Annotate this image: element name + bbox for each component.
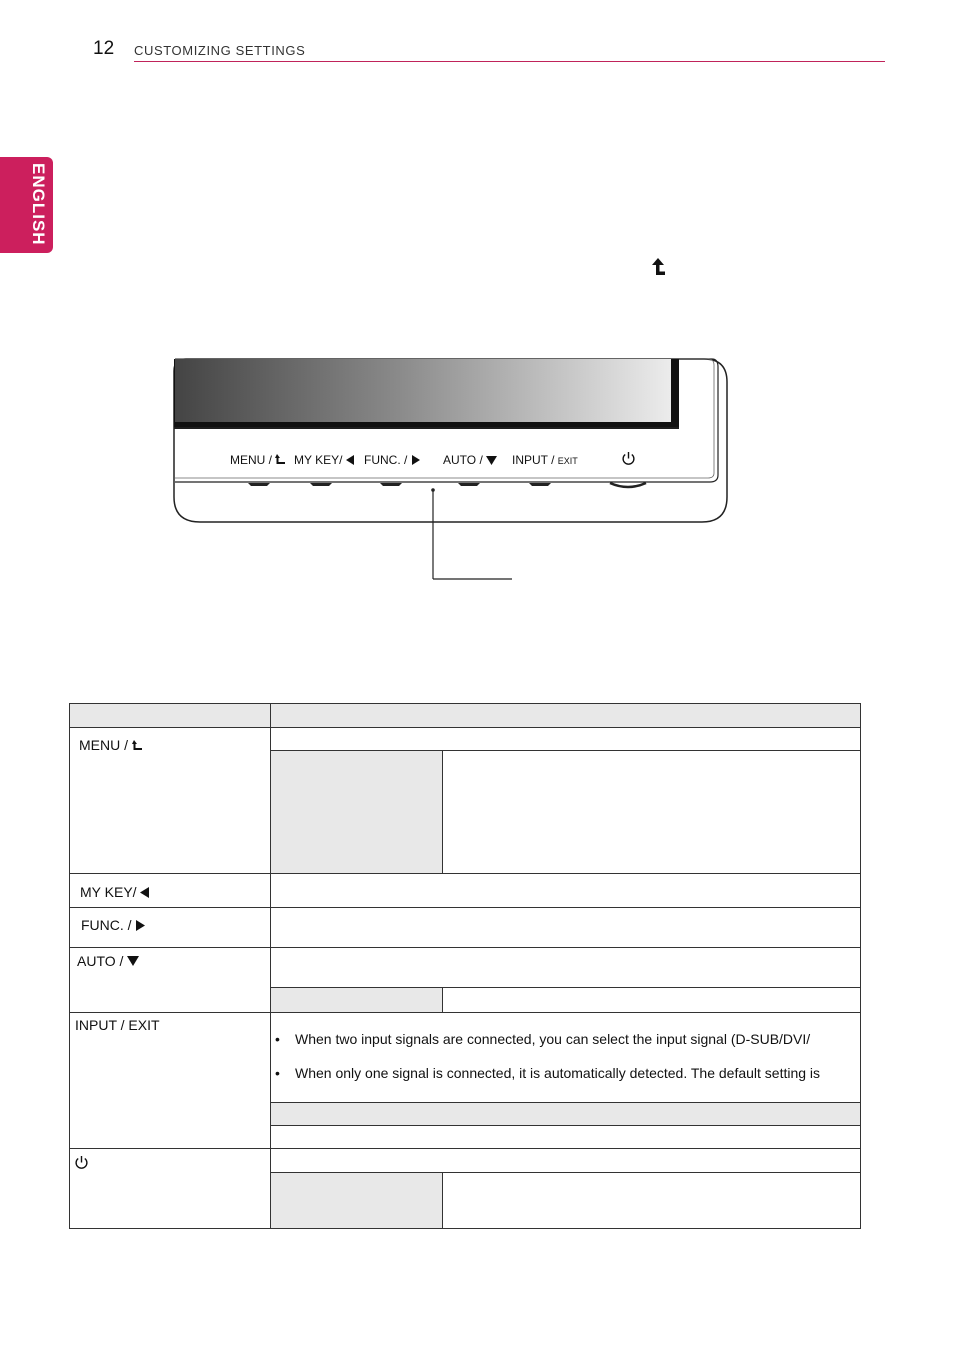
menu-button-label: MENU /: [79, 737, 132, 753]
auto-button-label: AUTO /: [77, 953, 128, 969]
auto-subcell: [270, 988, 442, 1012]
triangle-down-icon: [127, 956, 139, 966]
page-number: 12: [93, 38, 115, 59]
return-arrow-icon: [275, 454, 286, 465]
monitor-input-button: [512, 453, 578, 467]
section-title: CUSTOMIZING SETTINGS: [134, 43, 306, 58]
monitor-auto-label: AUTO /: [443, 453, 487, 467]
input-exit-button-label: INPUT / EXIT: [75, 1017, 160, 1033]
menu-subcell: [270, 750, 442, 873]
language-tab-label: ENGLISH: [29, 163, 48, 246]
button-function-table: [69, 703, 861, 1229]
monitor-func-button: [364, 453, 420, 467]
mykey-button-label: MY KEY/: [80, 884, 137, 900]
table-row: [80, 884, 150, 900]
monitor-input-label: INPUT /: [512, 453, 558, 467]
table-row: [74, 1155, 89, 1170]
power-subcell: [270, 1172, 442, 1229]
table-header: [69, 703, 861, 727]
monitor-mykey-button: [294, 453, 355, 467]
input-bullet-2: • When only one signal is connected, it is automatically detected. The default setting is: [275, 1065, 821, 1081]
language-tab: [0, 157, 53, 253]
return-arrow-icon: [132, 740, 143, 751]
triangle-right-icon: [411, 455, 420, 465]
table-row: [75, 1017, 160, 1033]
table-row: [81, 917, 145, 933]
monitor-menu-label: MENU /: [230, 453, 276, 467]
monitor-outline: [172, 357, 732, 587]
monitor-func-label: FUNC. /: [364, 453, 411, 467]
monitor-mykey-label: MY KEY/: [294, 453, 343, 467]
triangle-down-icon: [486, 456, 497, 465]
table-row: [79, 737, 143, 753]
table-row: [77, 953, 139, 969]
triangle-left-icon: [346, 455, 355, 465]
return-arrow-icon: [648, 256, 668, 278]
input-bullet-1: • When two input signals are connected, you can select the input signal (D-SUB/DVI/: [275, 1031, 811, 1047]
header-rule: [134, 61, 885, 62]
monitor-panel-diagram: [172, 357, 732, 587]
triangle-left-icon: [140, 887, 150, 898]
input-bullet-2-text: When only one signal is connected, it is automatically detected. The default setting is: [295, 1065, 821, 1081]
input-bullet-1-text: When two input signals are connected, you can select the input signal (D-SUB/DVI/: [295, 1031, 811, 1047]
power-icon: [74, 1155, 89, 1170]
func-button-label: FUNC. /: [81, 917, 136, 933]
monitor-auto-button: [443, 453, 497, 467]
input-subcell: [270, 1103, 861, 1125]
monitor-menu-button: [230, 453, 286, 467]
monitor-exit-label: EXIT: [557, 456, 578, 466]
triangle-right-icon: [135, 920, 145, 931]
power-icon: [621, 451, 636, 466]
monitor-power-button: [621, 451, 636, 466]
